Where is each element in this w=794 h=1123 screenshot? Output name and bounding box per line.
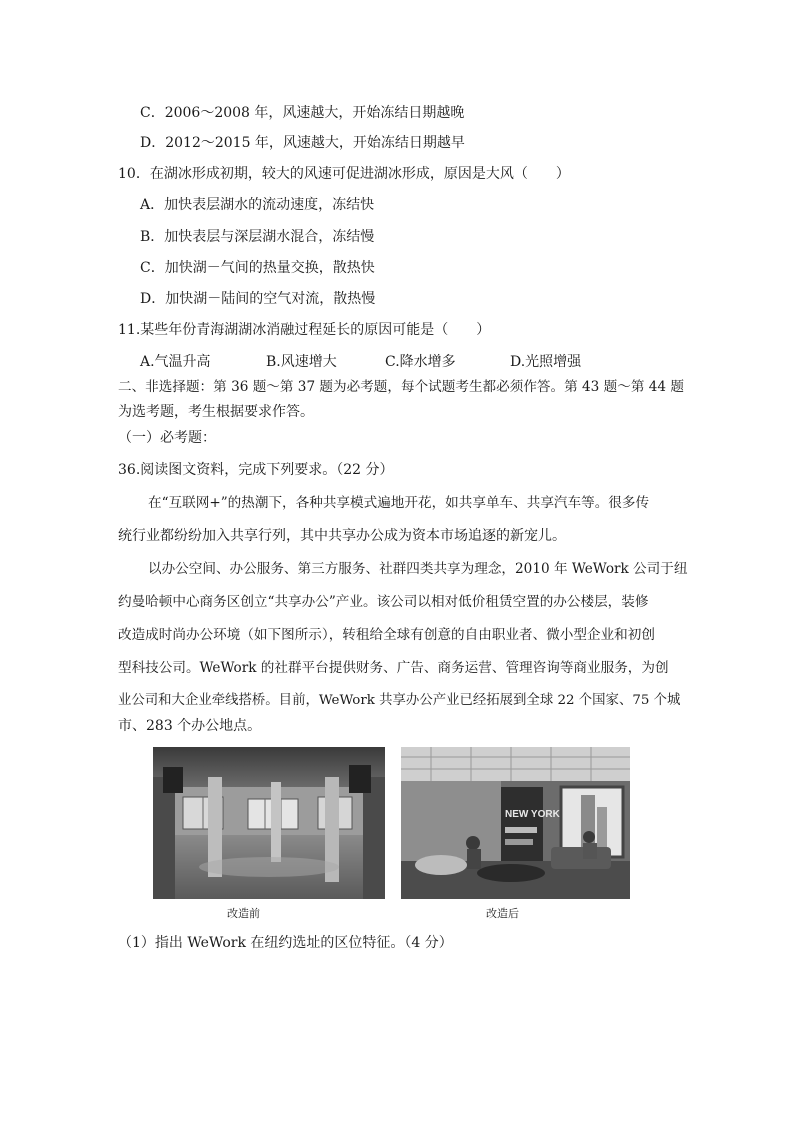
q11-option-d: D.光照增强: [510, 354, 582, 370]
caption-after: 改造后: [486, 907, 519, 920]
q11-option-a: A.气温升高: [140, 354, 211, 370]
caption-before: 改造前: [227, 907, 260, 920]
mural-text: NEW YORK: [505, 809, 560, 820]
q36-para2-line3: 改造成时尚办公环境（如下图所示），转租给全球有创意的自由职业者、微小型企业和初创: [118, 627, 655, 643]
q11-stem: 11.某些年份青海湖湖冰消融过程延长的原因可能是（ ）: [118, 322, 491, 338]
q36-para1-line2: 统行业都纷纷加入共享行列，其中共享办公成为资本市场追逐的新宠儿。: [118, 528, 566, 544]
q10-option-d: D．加快湖－陆间的空气对流，散热慢: [140, 291, 376, 307]
modern-office-illustration: [401, 747, 630, 899]
q36-para2-line1: 以办公空间、办公服务、第三方服务、社群四类共享为理念，2010 年 WeWork 公司于纽: [148, 561, 688, 577]
q36-stem: 36.阅读图文资料，完成下列要求。（22 分）: [118, 462, 394, 478]
q36-para1-line1: 在“互联网+”的热潮下，各种共享模式遍地开花，如共享单车、共享汽车等。很多传: [148, 495, 650, 511]
q10-option-b: B．加快表层与深层湖水混合，冻结慢: [140, 229, 375, 245]
q36-para2-line5: 业公司和大企业牵线搭桥。目前，WeWork 共享办公产业已经拓展到全球 22 个国家、75 个城: [118, 693, 681, 708]
q36-para2-line2: 约曼哈顿中心商务区创立“共享办公”产业。该公司以相对低价租赁空置的办公楼层，装修: [118, 594, 649, 610]
q10-stem: 10．在湖冰形成初期，较大的风速可促进湖冰形成，原因是大风（ ）: [118, 166, 570, 182]
q10-option-a: A．加快表层湖水的流动速度，冻结快: [140, 197, 375, 213]
section2-sub: （一）必考题：: [118, 430, 216, 446]
q9-option-d: D．2012～2015 年，风速越大，开始冻结日期越早: [140, 135, 465, 151]
q36-para2-line4: 型科技公司。WeWork 的社群平台提供财务、广告、商务运营、管理咨询等商业服务，为创: [118, 660, 669, 676]
q36-para2-line6: 市、283 个办公地点。: [118, 718, 262, 734]
q11-option-c: C.降水增多: [385, 354, 456, 370]
empty-office-illustration: [153, 747, 385, 899]
photo-before-renovation: [153, 747, 385, 899]
q11-option-b: B.风速增大: [266, 354, 337, 370]
photo-after-renovation: [401, 747, 630, 899]
q9-option-c: C．2006～2008 年，风速越大，开始冻结日期越晚: [140, 105, 465, 121]
q36-subquestion-1: （1）指出 WeWork 在纽约选址的区位特征。（4 分）: [118, 935, 453, 951]
q10-option-c: C．加快湖－气间的热量交换，散热快: [140, 260, 375, 276]
section2-heading-cont: 为选考题，考生根据要求作答。: [118, 404, 314, 420]
section2-heading: 二、非选择题：第 36 题～第 37 题为必考题，每个试题考生都必须作答。第 43 题～第 44 题: [118, 379, 684, 395]
